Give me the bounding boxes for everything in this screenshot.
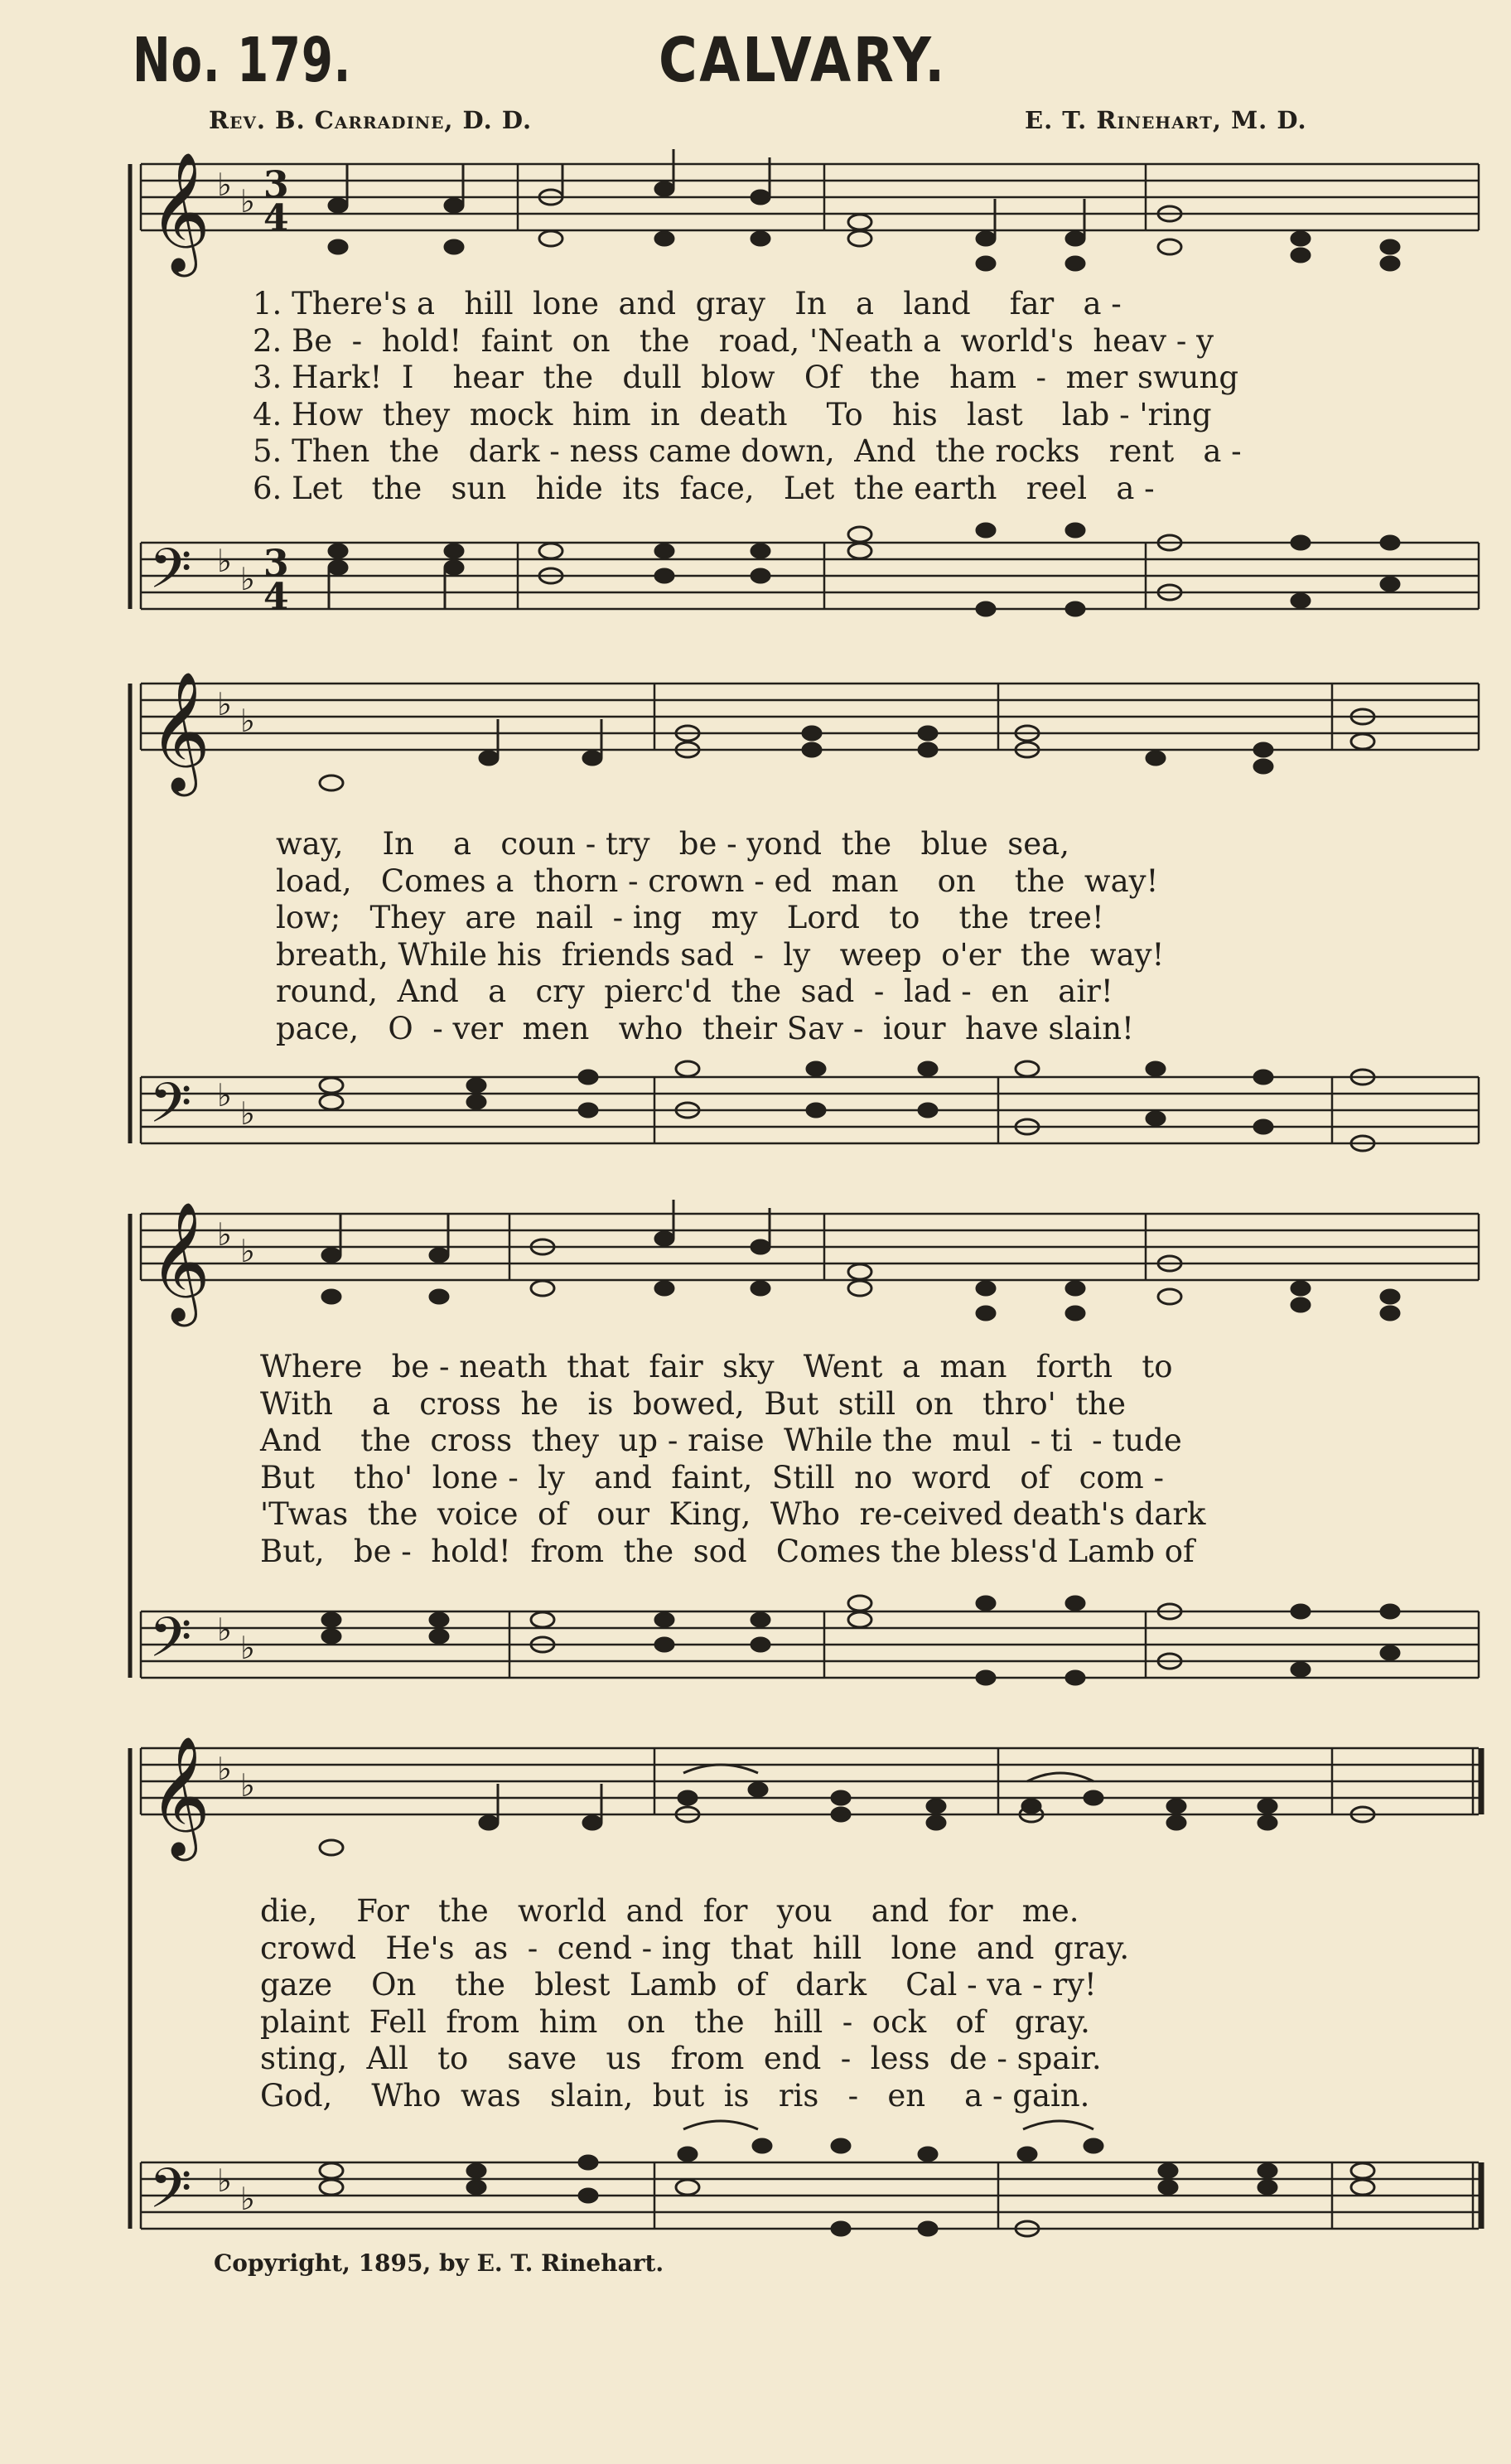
lyric-line: 6. Let the sun hide its face, Let the earth reel a - (253, 470, 1155, 506)
verse-lyrics-system-2 (276, 826, 1164, 1047)
hymn-title: CALVARY. (659, 25, 947, 96)
copyright-notice: Copyright, 1895, by E. T. Rinehart. (214, 2249, 664, 2277)
svg-text:𝄞: 𝄞 (149, 1201, 210, 1321)
svg-text:♭: ♭ (217, 166, 232, 203)
lyric-line: 1. There's a hill lone and gray In a land far a - (253, 286, 1122, 321)
svg-text:♭: ♭ (240, 560, 255, 597)
lyric-line: die, For the world and for you and for me. (260, 1893, 1079, 1929)
lyric-line: round, And a cry pierc'd the sad - lad - en air! (276, 974, 1113, 1009)
svg-text:𝄢: 𝄢 (149, 2157, 192, 2234)
music-credit: E. T. Rinehart, M. D. (1025, 106, 1307, 134)
svg-text:𝄢: 𝄢 (149, 1606, 192, 1683)
svg-text:♭: ♭ (217, 1750, 232, 1787)
svg-text:𝄞: 𝄞 (149, 1736, 210, 1856)
words-credit: Rev. B. Carradine, D. D. (209, 106, 533, 134)
verse-lyrics-system-4 (260, 1893, 1129, 2114)
hymn-number: No. 179. (133, 25, 352, 96)
lyric-line: 3. Hark! I hear the dull blow Of the ham - mer swung (253, 360, 1239, 395)
lyric-line: But, be - hold! from the sod Comes the bless'd Lamb of (260, 1533, 1195, 1569)
svg-text:♭: ♭ (240, 1232, 255, 1269)
lyric-line: 2. Be - hold! faint on the road, 'Neath a world's heav - y (253, 322, 1214, 359)
lyric-line: sting, All to save us from end - less de - spair. (260, 2041, 1102, 2076)
lyric-line: gaze On the blest Lamb of dark Cal - va - ry! (260, 1967, 1097, 2003)
svg-text:4: 4 (263, 576, 289, 618)
svg-text:♭: ♭ (217, 685, 232, 722)
lyric-line: 'Twas the voice of our King, Who re-ceived death's dark (260, 1496, 1206, 1532)
svg-text:♭: ♭ (217, 2162, 232, 2199)
lyric-line: pace, O - ver men who their Sav - iour have slain! (276, 1010, 1134, 1046)
lyric-line: plaint Fell from him on the hill - ock of gray. (260, 2003, 1090, 2040)
bass-clef-icon: 𝄢 (149, 537, 192, 614)
svg-text:♭: ♭ (240, 182, 255, 220)
svg-text:3: 3 (263, 164, 289, 206)
svg-text:𝄢: 𝄢 (149, 1071, 192, 1148)
lyric-line: low; They are nail - ing my Lord to the tree! (276, 900, 1104, 935)
lyric-line: load, Comes a thorn - crown - ed man on the way! (276, 862, 1159, 899)
verse-lyrics-system-1 (253, 286, 1242, 507)
lyric-line: Where be - neath that fair sky Went a man forth to (260, 1349, 1173, 1384)
svg-text:4: 4 (263, 197, 289, 239)
svg-text:♭: ♭ (240, 702, 255, 739)
svg-text:♭: ♭ (240, 1629, 255, 1666)
svg-text:♭: ♭ (217, 542, 232, 579)
lyric-line: And the cross they up - raise While the mul - ti - tude (260, 1423, 1182, 1458)
svg-text:3: 3 (263, 543, 289, 585)
lyric-line: 5. Then the dark - ness came down, And the rocks rent a - (253, 433, 1242, 469)
verse-lyrics-system-3 (260, 1349, 1205, 1570)
lyric-line: breath, While his friends sad - ly weep o'er the way! (276, 936, 1165, 973)
lyric-line: God, Who was slain, but is ris - en a - gain. (260, 2077, 1090, 2114)
lyric-line: 4. How they mock him in death To his last lab - 'ring (253, 396, 1212, 432)
svg-text:♭: ♭ (217, 1215, 232, 1253)
svg-text:♭: ♭ (240, 1094, 255, 1132)
svg-text:♭: ♭ (217, 1611, 232, 1648)
lyric-line: But tho' lone - ly and faint, Still no word of com - (260, 1459, 1164, 1495)
lyric-line: crowd He's as - cend - ing that hill lone and gray. (260, 1930, 1130, 1966)
lyric-line: With a cross he is bowed, But still on thro' the (260, 1385, 1126, 1422)
svg-text:𝄞: 𝄞 (149, 671, 210, 791)
svg-text:♭: ♭ (217, 1076, 232, 1114)
lyric-line: way, In a coun - try be - yond the blue sea, (276, 826, 1069, 862)
treble-clef-icon: 𝄞 (149, 152, 210, 272)
svg-text:♭: ♭ (240, 1766, 255, 1804)
svg-text:♭: ♭ (240, 2180, 255, 2217)
